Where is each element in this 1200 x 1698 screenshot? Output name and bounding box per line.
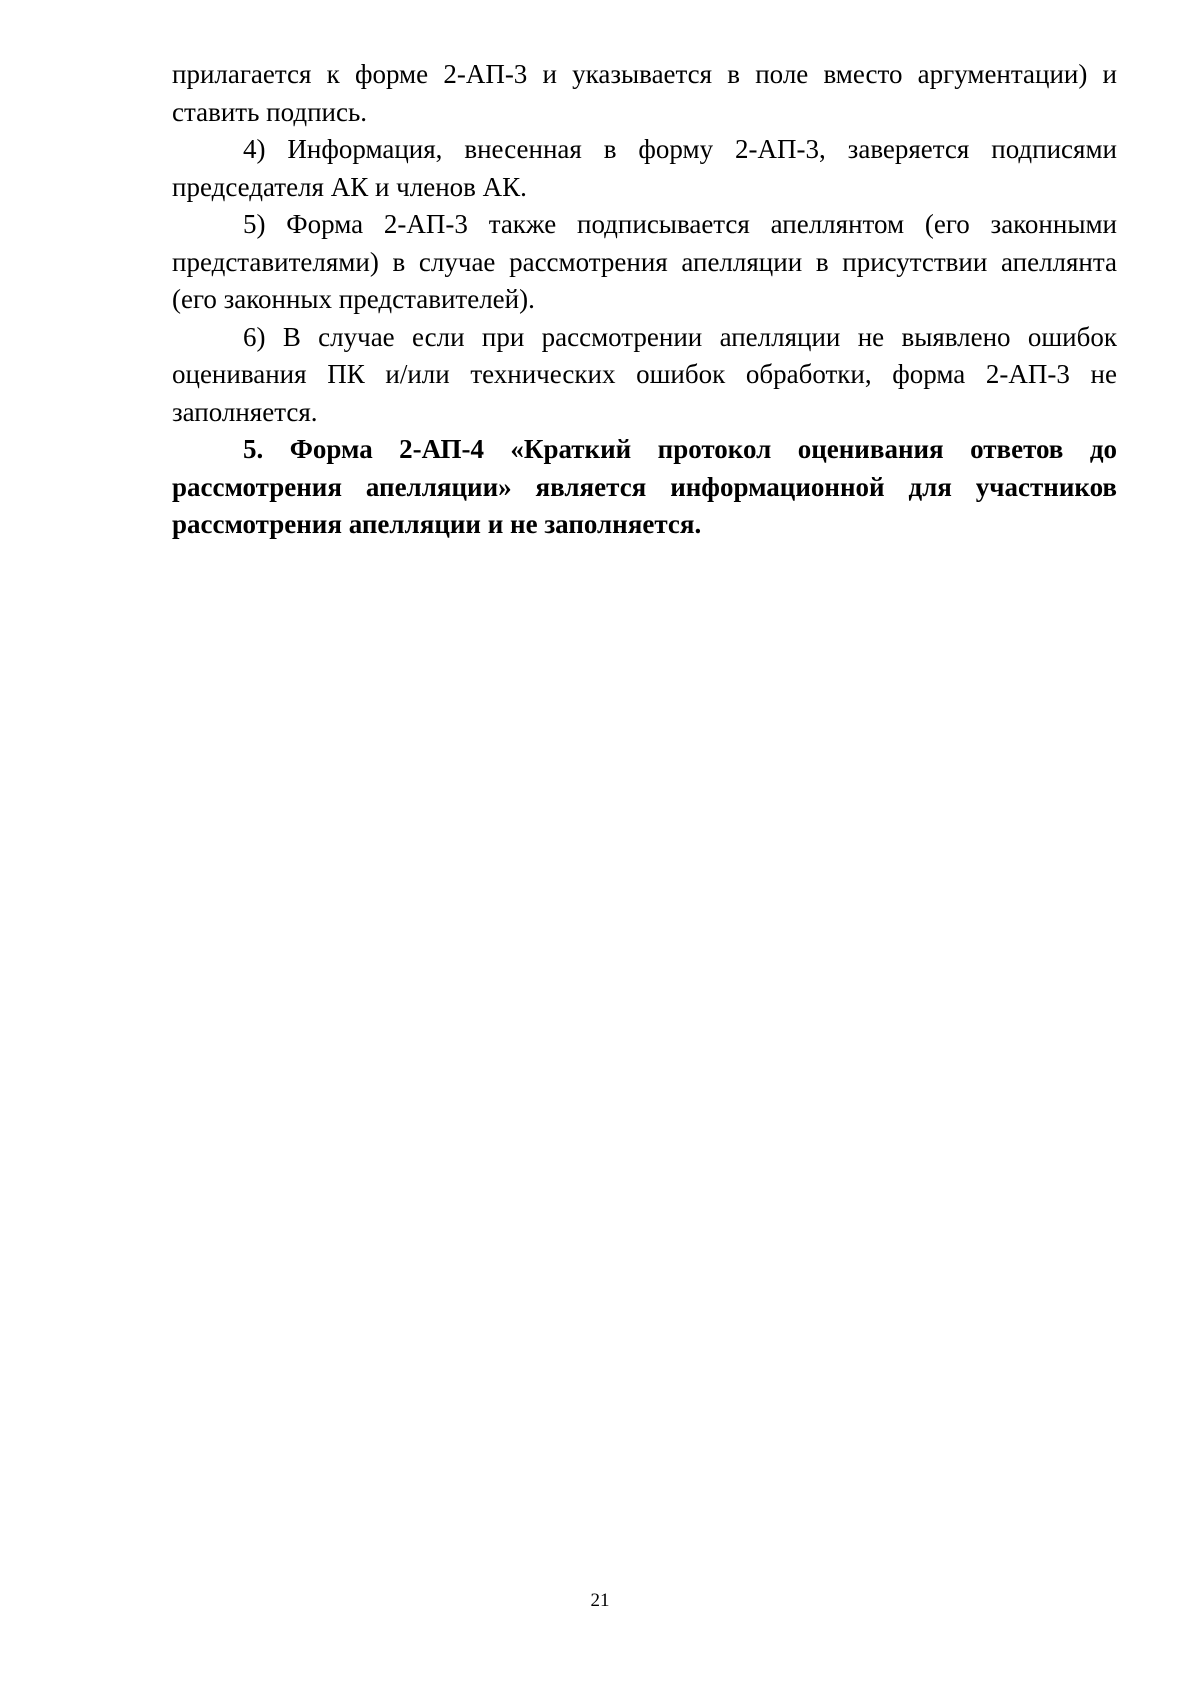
paragraph-continuation: прилагается к форме 2-АП-3 и указывается в поле вместо аргументации) и ставить подпись.	[172, 59, 1117, 127]
paragraph-item-4: 4) Информация, внесенная в форму 2-АП-3, заверяется подписями председателя АК и членов АК.	[172, 134, 1117, 202]
section-5-heading-paragraph: 5. Форма 2-АП-4 «Краткий протокол оценивания ответов до рассмотрения апелляции» является информационной для участников рассмотрения апелляции и не заполняется.	[172, 434, 1117, 539]
document-body	[172, 56, 1117, 544]
paragraph-item-6: 6) В случае если при рассмотрении апелляции не выявлено ошибок оценивания ПК и/или технических ошибок обработки, форма 2-АП-3 не заполняется.	[172, 321, 1117, 427]
page-number: 21	[590, 1590, 610, 1611]
paragraph-item-5: 5) Форма 2-АП-3 также подписывается апеллянтом (его законными представителями) в случае рассмотрения апелляции в присутствии апеллянта (его законных представителей).	[172, 209, 1117, 314]
